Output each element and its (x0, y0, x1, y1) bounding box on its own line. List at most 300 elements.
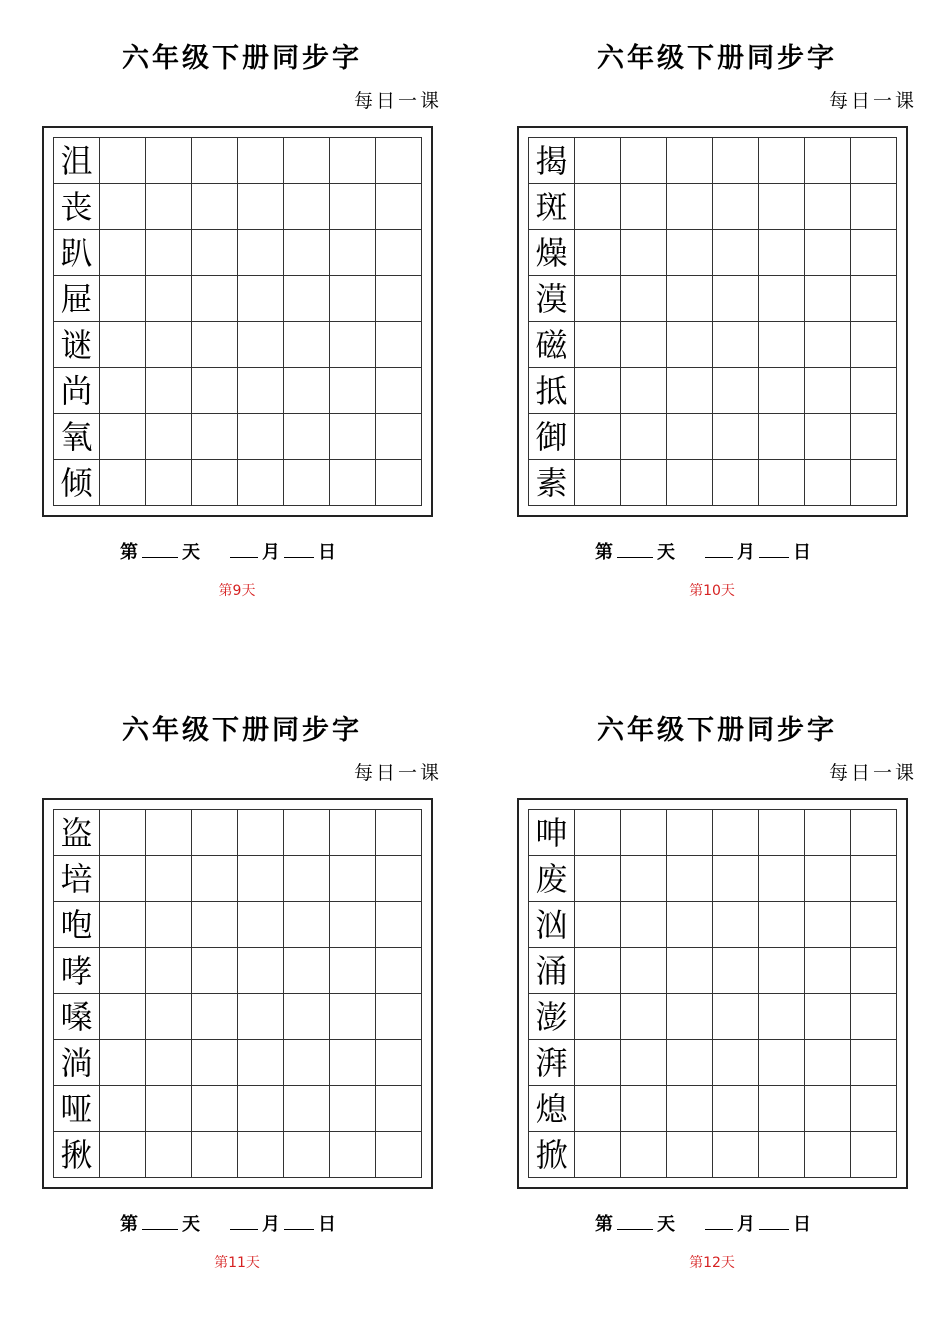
practice-cell (100, 994, 146, 1040)
practice-cell (805, 230, 851, 276)
month-blank (230, 1228, 258, 1230)
practice-cell (100, 856, 146, 902)
practice-cell (713, 414, 759, 460)
practice-cell (376, 810, 422, 856)
practice-cell (575, 1040, 621, 1086)
practice-cell (851, 948, 897, 994)
model-character-cell: 揭 (529, 138, 575, 184)
practice-cell (192, 1132, 238, 1178)
model-character-cell: 沮 (54, 138, 100, 184)
practice-cell (146, 1040, 192, 1086)
practice-cell (100, 138, 146, 184)
practice-cell (376, 460, 422, 506)
practice-cell (284, 1086, 330, 1132)
practice-cell (146, 184, 192, 230)
practice-cell (192, 368, 238, 414)
practice-cell (621, 414, 667, 460)
day-blank (617, 556, 653, 558)
model-character-cell: 倾 (54, 460, 100, 506)
practice-cell (851, 902, 897, 948)
practice-cell (100, 1132, 146, 1178)
model-character-cell: 素 (529, 460, 575, 506)
practice-cell (805, 322, 851, 368)
practice-cell (330, 1086, 376, 1132)
practice-cell (575, 1132, 621, 1178)
practice-cell (713, 322, 759, 368)
date-tian-label: 天 (657, 542, 675, 563)
practice-cell (376, 276, 422, 322)
practice-cell (851, 138, 897, 184)
practice-cell (575, 856, 621, 902)
practice-cell (759, 948, 805, 994)
practice-cell (851, 1132, 897, 1178)
model-character-cell: 熄 (529, 1086, 575, 1132)
practice-cell (100, 1086, 146, 1132)
day-blank (617, 1228, 653, 1230)
practice-cell (759, 994, 805, 1040)
writing-grid (53, 809, 422, 1178)
date-ri-label: 日 (793, 1214, 811, 1235)
writing-grid (528, 137, 897, 506)
model-character-cell: 湃 (529, 1040, 575, 1086)
practice-cell (330, 1132, 376, 1178)
date-yue-label: 月 (262, 542, 280, 563)
practice-cell (713, 948, 759, 994)
practice-cell (759, 810, 805, 856)
sheet-title: 六年级下册同步字 (597, 715, 837, 746)
practice-cell (284, 902, 330, 948)
practice-cell (851, 1086, 897, 1132)
practice-cell (376, 856, 422, 902)
practice-cell (238, 184, 284, 230)
practice-cell (759, 856, 805, 902)
practice-cell (100, 322, 146, 368)
practice-cell (575, 948, 621, 994)
practice-cell (575, 184, 621, 230)
practice-cell (284, 184, 330, 230)
practice-cell (667, 1040, 713, 1086)
practice-cell (192, 1086, 238, 1132)
practice-cell (192, 856, 238, 902)
writing-grid (528, 809, 897, 1178)
date-line (120, 538, 336, 564)
practice-cell (238, 230, 284, 276)
practice-cell (667, 276, 713, 322)
practice-cell (851, 230, 897, 276)
practice-cell (330, 856, 376, 902)
practice-cell (759, 230, 805, 276)
practice-cell (713, 1040, 759, 1086)
practice-cell (575, 902, 621, 948)
practice-cell (284, 138, 330, 184)
sheet-title: 六年级下册同步字 (122, 715, 362, 746)
practice-cell (238, 1040, 284, 1086)
practice-cell (851, 856, 897, 902)
practice-cell (575, 322, 621, 368)
practice-cell (192, 948, 238, 994)
practice-cell (330, 994, 376, 1040)
practice-cell (805, 810, 851, 856)
practice-cell (284, 810, 330, 856)
practice-cell (713, 810, 759, 856)
practice-cell (713, 184, 759, 230)
date-blank (284, 556, 314, 558)
practice-cell (713, 276, 759, 322)
practice-cell (759, 1086, 805, 1132)
date-di-label: 第 (120, 542, 138, 563)
practice-cell (621, 994, 667, 1040)
practice-cell (284, 276, 330, 322)
practice-cell (192, 230, 238, 276)
practice-cell (330, 460, 376, 506)
practice-cell (667, 368, 713, 414)
model-character-cell: 揪 (54, 1132, 100, 1178)
practice-cell (146, 322, 192, 368)
practice-cell (238, 276, 284, 322)
practice-cell (146, 414, 192, 460)
practice-cell (330, 184, 376, 230)
month-blank (230, 556, 258, 558)
day-label: 第10天 (689, 583, 735, 599)
practice-cell (621, 902, 667, 948)
practice-cell (713, 1132, 759, 1178)
practice-cell (238, 460, 284, 506)
model-character-cell: 涌 (529, 948, 575, 994)
practice-cell (238, 948, 284, 994)
practice-cell (100, 902, 146, 948)
model-character-cell: 尚 (54, 368, 100, 414)
practice-cell (759, 902, 805, 948)
practice-cell (805, 948, 851, 994)
practice-cell (667, 138, 713, 184)
practice-cell (713, 902, 759, 948)
writing-grid-frame (517, 126, 908, 517)
date-blank (759, 556, 789, 558)
practice-cell (759, 1040, 805, 1086)
date-yue-label: 月 (737, 542, 755, 563)
practice-cell (805, 414, 851, 460)
practice-cell (100, 184, 146, 230)
practice-cell (621, 460, 667, 506)
date-tian-label: 天 (182, 542, 200, 563)
practice-cell (100, 460, 146, 506)
practice-cell (851, 994, 897, 1040)
practice-cell (667, 856, 713, 902)
practice-cell (146, 948, 192, 994)
practice-cell (146, 460, 192, 506)
model-character-cell: 抵 (529, 368, 575, 414)
practice-sheet (517, 672, 917, 1272)
day-blank (142, 1228, 178, 1230)
practice-cell (192, 460, 238, 506)
practice-cell (146, 902, 192, 948)
practice-cell (759, 368, 805, 414)
day-blank (142, 556, 178, 558)
practice-cell (851, 368, 897, 414)
practice-cell (805, 368, 851, 414)
writing-grid-frame (42, 126, 433, 517)
practice-cell (621, 138, 667, 184)
practice-cell (805, 1040, 851, 1086)
practice-cell (100, 948, 146, 994)
practice-cell (238, 810, 284, 856)
practice-cell (575, 414, 621, 460)
day-label: 第9天 (218, 583, 256, 599)
practice-cell (238, 322, 284, 368)
date-ri-label: 日 (318, 542, 336, 563)
practice-cell (713, 1086, 759, 1132)
practice-cell (330, 322, 376, 368)
practice-cell (759, 414, 805, 460)
model-character-cell: 哮 (54, 948, 100, 994)
practice-cell (284, 460, 330, 506)
practice-cell (575, 138, 621, 184)
practice-cell (759, 138, 805, 184)
practice-cell (100, 276, 146, 322)
date-ri-label: 日 (318, 1214, 336, 1235)
practice-cell (330, 276, 376, 322)
practice-cell (330, 902, 376, 948)
date-line (595, 1210, 811, 1236)
practice-sheet (42, 672, 442, 1272)
date-blank (759, 1228, 789, 1230)
practice-cell (805, 994, 851, 1040)
practice-cell (759, 276, 805, 322)
model-character-cell: 废 (529, 856, 575, 902)
practice-cell (376, 368, 422, 414)
practice-cell (238, 138, 284, 184)
practice-cell (759, 184, 805, 230)
practice-cell (192, 902, 238, 948)
practice-cell (667, 1132, 713, 1178)
practice-cell (667, 948, 713, 994)
practice-cell (376, 184, 422, 230)
practice-cell (621, 948, 667, 994)
practice-cell (667, 810, 713, 856)
practice-cell (621, 322, 667, 368)
practice-cell (238, 1132, 284, 1178)
model-character-cell: 澎 (529, 994, 575, 1040)
practice-cell (100, 368, 146, 414)
sheet-subtitle: 每日一课 (828, 762, 917, 784)
practice-cell (805, 1086, 851, 1132)
practice-cell (192, 138, 238, 184)
practice-cell (713, 368, 759, 414)
practice-cell (192, 994, 238, 1040)
practice-cell (713, 230, 759, 276)
sheet-subtitle: 每日一课 (828, 90, 917, 112)
practice-cell (805, 184, 851, 230)
practice-cell (851, 414, 897, 460)
practice-cell (330, 414, 376, 460)
model-character-cell: 哑 (54, 1086, 100, 1132)
practice-cell (376, 1132, 422, 1178)
practice-cell (667, 414, 713, 460)
practice-cell (100, 810, 146, 856)
practice-cell (851, 322, 897, 368)
practice-cell (146, 276, 192, 322)
practice-cell (667, 1086, 713, 1132)
practice-cell (621, 230, 667, 276)
writing-grid (53, 137, 422, 506)
model-character-cell: 燥 (529, 230, 575, 276)
practice-cell (621, 810, 667, 856)
practice-cell (284, 994, 330, 1040)
month-blank (705, 556, 733, 558)
sheet-subtitle: 每日一课 (353, 90, 442, 112)
practice-cell (667, 230, 713, 276)
practice-cell (376, 948, 422, 994)
practice-cell (238, 1086, 284, 1132)
practice-cell (376, 138, 422, 184)
writing-grid-frame (42, 798, 433, 1189)
practice-cell (575, 994, 621, 1040)
practice-cell (575, 368, 621, 414)
practice-cell (192, 414, 238, 460)
practice-cell (330, 368, 376, 414)
practice-cell (621, 1086, 667, 1132)
practice-cell (575, 460, 621, 506)
model-character-cell: 咆 (54, 902, 100, 948)
practice-cell (759, 322, 805, 368)
model-character-cell: 磁 (529, 322, 575, 368)
model-character-cell: 掀 (529, 1132, 575, 1178)
practice-cell (146, 138, 192, 184)
practice-cell (330, 948, 376, 994)
practice-cell (284, 1132, 330, 1178)
practice-cell (621, 368, 667, 414)
practice-cell (146, 856, 192, 902)
practice-cell (851, 460, 897, 506)
practice-cell (192, 810, 238, 856)
practice-cell (146, 1132, 192, 1178)
practice-cell (376, 1086, 422, 1132)
day-label: 第11天 (214, 1255, 260, 1271)
practice-cell (284, 1040, 330, 1086)
practice-cell (238, 856, 284, 902)
practice-cell (851, 276, 897, 322)
model-character-cell: 汹 (529, 902, 575, 948)
writing-grid-frame (517, 798, 908, 1189)
date-di-label: 第 (595, 542, 613, 563)
practice-cell (284, 414, 330, 460)
practice-cell (851, 184, 897, 230)
date-blank (284, 1228, 314, 1230)
practice-cell (805, 276, 851, 322)
practice-cell (851, 1040, 897, 1086)
practice-cell (621, 184, 667, 230)
practice-cell (621, 1132, 667, 1178)
practice-cell (376, 994, 422, 1040)
practice-cell (376, 230, 422, 276)
date-di-label: 第 (595, 1214, 613, 1235)
practice-cell (667, 322, 713, 368)
practice-cell (376, 414, 422, 460)
practice-cell (238, 994, 284, 1040)
practice-cell (100, 1040, 146, 1086)
model-character-cell: 斑 (529, 184, 575, 230)
practice-cell (146, 994, 192, 1040)
practice-cell (575, 1086, 621, 1132)
practice-cell (805, 138, 851, 184)
month-blank (705, 1228, 733, 1230)
model-character-cell: 漠 (529, 276, 575, 322)
model-character-cell: 培 (54, 856, 100, 902)
model-character-cell: 嗓 (54, 994, 100, 1040)
practice-cell (376, 322, 422, 368)
sheet-title: 六年级下册同步字 (597, 43, 837, 74)
model-character-cell: 屉 (54, 276, 100, 322)
practice-cell (100, 230, 146, 276)
model-character-cell: 氧 (54, 414, 100, 460)
practice-cell (667, 902, 713, 948)
practice-cell (192, 322, 238, 368)
practice-cell (146, 810, 192, 856)
model-character-cell: 趴 (54, 230, 100, 276)
date-ri-label: 日 (793, 542, 811, 563)
practice-cell (284, 948, 330, 994)
practice-cell (575, 276, 621, 322)
sheet-subtitle: 每日一课 (353, 762, 442, 784)
practice-cell (759, 460, 805, 506)
practice-cell (376, 902, 422, 948)
date-yue-label: 月 (737, 1214, 755, 1235)
practice-cell (805, 460, 851, 506)
practice-cell (330, 230, 376, 276)
practice-cell (621, 1040, 667, 1086)
practice-cell (238, 902, 284, 948)
practice-cell (330, 1040, 376, 1086)
model-character-cell: 谜 (54, 322, 100, 368)
practice-cell (621, 276, 667, 322)
date-tian-label: 天 (182, 1214, 200, 1235)
model-character-cell: 丧 (54, 184, 100, 230)
practice-cell (146, 230, 192, 276)
day-label: 第12天 (689, 1255, 735, 1271)
practice-cell (146, 368, 192, 414)
practice-cell (851, 810, 897, 856)
practice-cell (100, 414, 146, 460)
practice-cell (667, 994, 713, 1040)
date-di-label: 第 (120, 1214, 138, 1235)
sheet-title: 六年级下册同步字 (122, 43, 362, 74)
model-character-cell: 盗 (54, 810, 100, 856)
practice-cell (759, 1132, 805, 1178)
practice-cell (330, 810, 376, 856)
practice-cell (146, 1086, 192, 1132)
practice-cell (284, 230, 330, 276)
practice-cell (330, 138, 376, 184)
model-character-cell: 淌 (54, 1040, 100, 1086)
practice-cell (805, 856, 851, 902)
model-character-cell: 呻 (529, 810, 575, 856)
date-yue-label: 月 (262, 1214, 280, 1235)
practice-cell (805, 902, 851, 948)
model-character-cell: 御 (529, 414, 575, 460)
practice-cell (575, 810, 621, 856)
practice-cell (805, 1132, 851, 1178)
practice-cell (621, 856, 667, 902)
practice-cell (192, 276, 238, 322)
practice-sheet (517, 0, 917, 600)
practice-cell (238, 368, 284, 414)
practice-cell (192, 1040, 238, 1086)
practice-cell (192, 184, 238, 230)
date-tian-label: 天 (657, 1214, 675, 1235)
practice-cell (713, 994, 759, 1040)
practice-cell (376, 1040, 422, 1086)
practice-cell (667, 460, 713, 506)
